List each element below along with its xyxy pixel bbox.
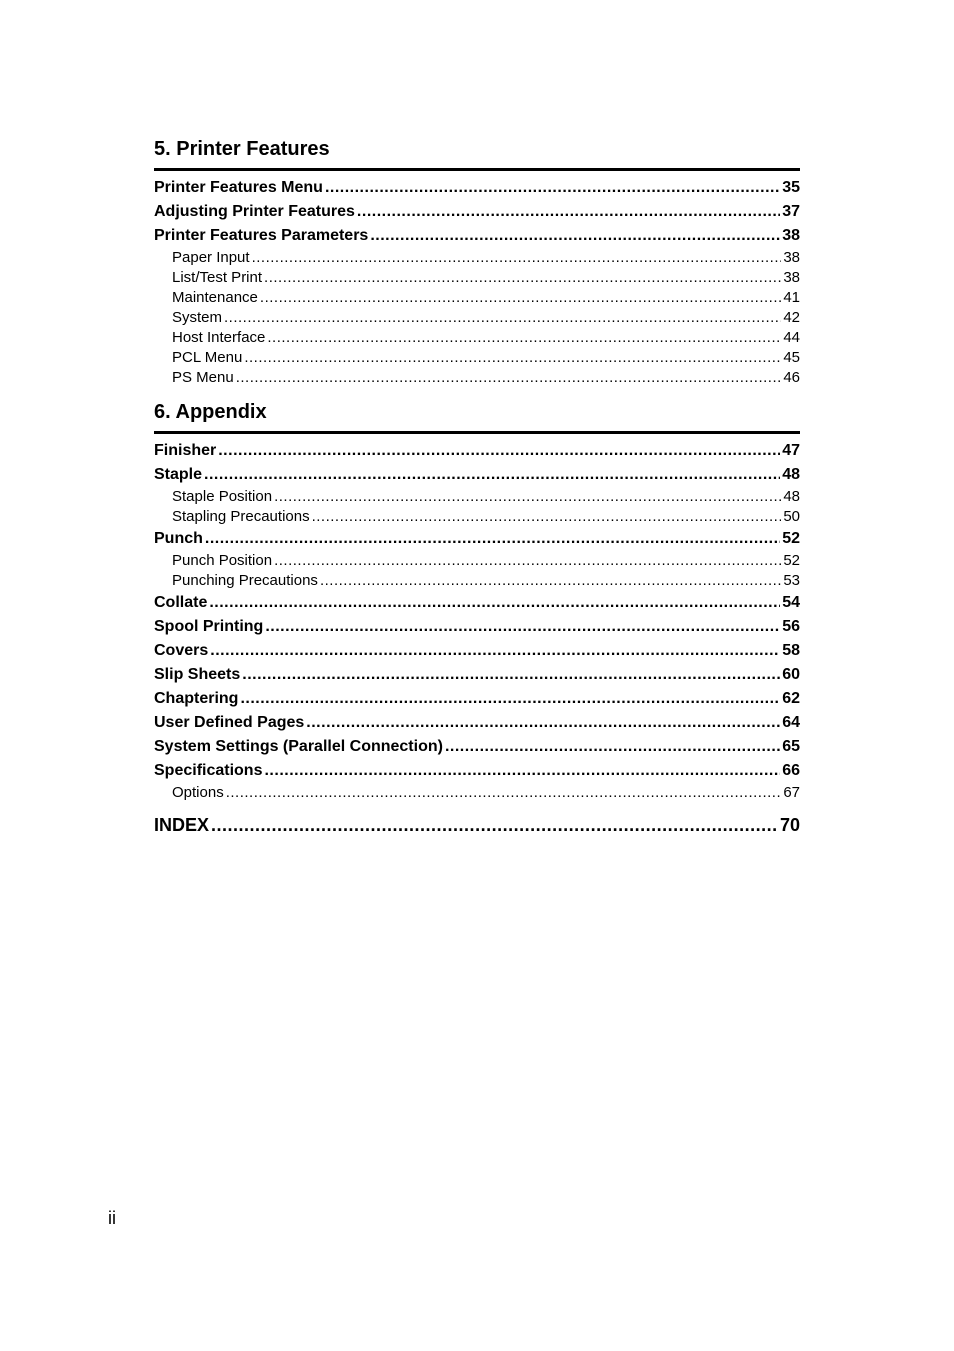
page-number: 46 [783, 369, 800, 386]
page-number: 52 [783, 552, 800, 569]
page-number: 48 [783, 488, 800, 505]
dot-leader [264, 759, 780, 783]
dot-leader [274, 487, 781, 507]
toc-subentry-options[interactable]: Options ..... 67 [154, 783, 800, 803]
page-number: 53 [783, 572, 800, 589]
toc-subentry-ps-menu[interactable]: PS Menu ..... 46 [154, 368, 800, 388]
toc-subentry-stapling-precautions[interactable]: Stapling Precautions ..... 50 [154, 507, 800, 527]
page-number: 45 [783, 349, 800, 366]
page-number: 38 [782, 227, 800, 244]
toc-section-appendix [154, 400, 800, 803]
page-number: 58 [782, 642, 800, 659]
page-number: 54 [782, 594, 800, 611]
section-title: 6. Appendix [154, 401, 267, 423]
toc-subentry-list-test-print[interactable]: List/Test Print ..... 38 [154, 268, 800, 288]
page-number: 62 [782, 690, 800, 707]
toc-entry-punch[interactable]: Punch ..... 52 [154, 527, 800, 551]
toc-subentry-host-interface[interactable]: Host Interface ..... 44 [154, 328, 800, 348]
page-number: 41 [783, 289, 800, 306]
dot-leader [205, 527, 780, 551]
page-number: 70 [779, 815, 800, 835]
toc-entry-slip-sheets[interactable]: Slip Sheets ..... 60 [154, 663, 800, 687]
page-number: 38 [783, 249, 800, 266]
dot-leader [210, 639, 780, 663]
dot-leader [211, 812, 778, 838]
page-number: 64 [782, 714, 800, 731]
toc-subentry-paper-input[interactable]: Paper Input ..... 38 [154, 248, 800, 268]
toc-entry-printer-features-menu[interactable]: Printer Features Menu ..... 35 [154, 176, 800, 200]
page-number: 56 [782, 618, 800, 635]
section-rule [154, 431, 800, 434]
toc-subentry-punching-precautions[interactable]: Punching Precautions ..... 53 [154, 571, 800, 591]
dot-leader [252, 248, 782, 268]
toc-subentry-punch-position[interactable]: Punch Position ..... 52 [154, 551, 800, 571]
dot-leader [240, 687, 780, 711]
dot-leader [320, 571, 781, 591]
toc-subentry-system[interactable]: System ..... 42 [154, 308, 800, 328]
page-number: 37 [782, 203, 800, 220]
toc-entry-system-settings-parallel[interactable]: System Settings (Parallel Connection) ..... 65 [154, 735, 800, 759]
dot-leader [209, 591, 780, 615]
toc-entry-collate[interactable]: Collate ..... 54 [154, 591, 800, 615]
toc-entry-printer-features-parameters[interactable]: Printer Features Parameters ..... 38 [154, 224, 800, 248]
dot-leader [260, 288, 781, 308]
page-number: 50 [783, 508, 800, 525]
toc-section-printer-features [154, 137, 800, 388]
dot-leader [218, 439, 780, 463]
section-rule [154, 168, 800, 171]
page-number: 42 [783, 309, 800, 326]
dot-leader [244, 348, 781, 368]
page-number: 66 [782, 762, 800, 779]
toc-subentry-staple-position[interactable]: Staple Position ..... 48 [154, 487, 800, 507]
page-number: 60 [782, 666, 800, 683]
dot-leader [445, 735, 780, 759]
dot-leader [267, 328, 781, 348]
dot-leader [306, 711, 780, 735]
section-title: 5. Printer Features [154, 138, 330, 160]
page-number: 38 [783, 269, 800, 286]
toc-entry-covers[interactable]: Covers ..... 58 [154, 639, 800, 663]
toc-entry-chaptering[interactable]: Chaptering ..... 62 [154, 687, 800, 711]
dot-leader [264, 268, 781, 288]
toc-entry-index[interactable]: INDEX ..... 70 [154, 812, 800, 838]
page-folio: ii [108, 1208, 116, 1228]
dot-leader [204, 463, 780, 487]
dot-leader [274, 551, 781, 571]
page-number: 47 [782, 442, 800, 459]
toc-subentry-maintenance[interactable]: Maintenance ..... 41 [154, 288, 800, 308]
page-number: 44 [783, 329, 800, 346]
toc-subentry-pcl-menu[interactable]: PCL Menu ..... 45 [154, 348, 800, 368]
toc-entry-adjusting-printer-features[interactable]: Adjusting Printer Features ..... 37 [154, 200, 800, 224]
page-number: 35 [782, 179, 800, 196]
dot-leader [357, 200, 780, 224]
dot-leader [236, 368, 782, 388]
dot-leader [312, 507, 782, 527]
toc-entry-spool-printing[interactable]: Spool Printing ..... 56 [154, 615, 800, 639]
dot-leader [325, 176, 780, 200]
dot-leader [224, 308, 781, 328]
page-number: 65 [782, 738, 800, 755]
dot-leader [242, 663, 780, 687]
toc-entry-finisher[interactable]: Finisher ..... 47 [154, 439, 800, 463]
toc-entry-user-defined-pages[interactable]: User Defined Pages ..... 64 [154, 711, 800, 735]
toc-entry-specifications[interactable]: Specifications ..... 66 [154, 759, 800, 783]
dot-leader [265, 615, 780, 639]
page-number: 67 [783, 784, 800, 801]
toc-entry-staple[interactable]: Staple ..... 48 [154, 463, 800, 487]
dot-leader [226, 783, 782, 803]
page-number: 52 [782, 530, 800, 547]
dot-leader [370, 224, 780, 248]
page-number: 48 [782, 466, 800, 483]
